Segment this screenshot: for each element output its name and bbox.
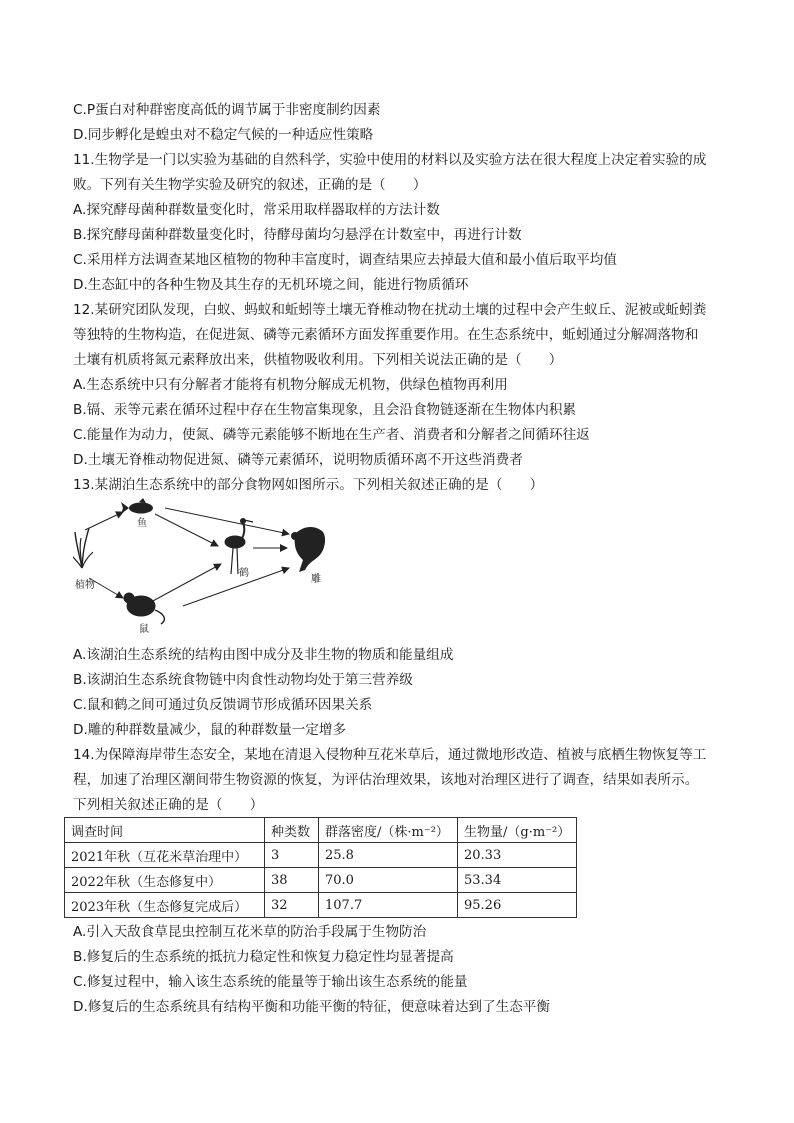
table-cell: 95.26 xyxy=(458,893,577,918)
table-row xyxy=(65,868,577,893)
table-cell: 2023年秋（生态修复完成后） xyxy=(65,893,265,918)
q14-option-a: A.引入天敌食草昆虫控制互花米草的防治手段属于生物防治 xyxy=(73,924,427,940)
q14-option-b: B.修复后的生态系统的抵抗力稳定性和恢复力稳定性均显著提高 xyxy=(73,949,454,965)
q13-option-b: B.该湖泊生态系统食物链中肉食性动物均处于第三营养级 xyxy=(73,672,413,688)
table-cell: 32 xyxy=(265,893,319,918)
q13-option-d: D.雕的种群数量减少，鼠的种群数量一定增多 xyxy=(73,722,347,738)
table-cell: 70.0 xyxy=(319,868,458,893)
table-header-row xyxy=(65,818,577,843)
food-web-diagram xyxy=(73,498,329,638)
crane-icon xyxy=(225,519,253,575)
q10-option-c: C.P蛋白对种群密度高低的调节属于非密度制约因素 xyxy=(73,102,381,118)
arrow-rat-to-eagle xyxy=(183,568,289,606)
q11-option-a: A.探究酵母菌种群数量变化时，常采用取样器取样的方法计数 xyxy=(73,202,440,218)
q14-option-c: C.修复过程中，输入该生态系统的能量等于输出该生态系统的能量 xyxy=(73,974,468,990)
table-header: 群落密度/（株·m⁻²） xyxy=(319,818,458,843)
q12-option-c: C.能量作为动力，使氮、磷等元素能够不断地在生产者、消费者和分解者之间循环往返 xyxy=(73,427,590,443)
fish-label: 鱼 xyxy=(137,518,147,529)
table-cell: 25.8 xyxy=(319,843,458,868)
table-header: 种类数 xyxy=(265,818,319,843)
q11-option-d: D.生态缸中的各种生物及其生存的无机环境之间，能进行物质循环 xyxy=(73,277,469,293)
q12-option-a: A.生态系统中只有分解者才能将有机物分解成无机物，供绿色植物再利用 xyxy=(73,377,508,393)
q14-stem: 下列相关叙述正确的是（ ） xyxy=(73,797,264,813)
plant-label: 植物 xyxy=(75,580,95,591)
table-header: 调查时间 xyxy=(65,818,265,843)
q13-stem: 13.某湖泊生态系统中的部分食物网如图所示。下列相关叙述正确的是（ ） xyxy=(73,477,544,493)
arrow-fish-to-eagle xyxy=(165,508,289,534)
fish-icon xyxy=(121,498,153,514)
arrow-fish-to-crane xyxy=(155,514,218,546)
q10-option-d: D.同步孵化是蝗虫对不稳定气候的一种适应性策略 xyxy=(73,127,374,143)
table-cell: 107.7 xyxy=(319,893,458,918)
table-header: 生物量/（g·m⁻²） xyxy=(458,818,577,843)
table-cell: 3 xyxy=(265,843,319,868)
arrow-plant-to-fish xyxy=(85,512,123,530)
table-row xyxy=(65,893,577,918)
survey-table xyxy=(64,817,577,918)
q11-stem: 败。下列有关生物学实验及研究的叙述，正确的是（ ） xyxy=(73,177,427,193)
plant-icon xyxy=(73,528,93,568)
food-web-arrows xyxy=(85,508,289,606)
table-cell: 38 xyxy=(265,868,319,893)
table-cell: 2022年秋（生态修复中） xyxy=(65,868,265,893)
q13-option-a: A.该湖泊生态系统的结构由图中成分及非生物的物质和能量组成 xyxy=(73,647,454,663)
q14-stem: 14.为保障海岸带生态安全，某地在清退入侵物种互花米草后，通过微地形改造、植被与底栖生物恢复等工 xyxy=(73,747,707,763)
q12-stem: 12.某研究团队发现，白蚁、蚂蚁和蚯蚓等土壤无脊椎动物在扰动土壤的过程中会产生蚁丘、泥被或蚯蚓粪 xyxy=(73,302,707,318)
q11-option-c: C.采用样方法调查某地区植物的物种丰富度时，调查结果应去掉最大值和最小值后取平均值 xyxy=(73,252,617,268)
q12-stem: 土壤有机质将氮元素释放出来，供植物吸收利用。下列相关说法正确的是（ ） xyxy=(73,352,563,368)
crane-label: 鹤 xyxy=(239,568,249,579)
eagle-icon xyxy=(291,527,325,572)
eagle-label: 雕 xyxy=(311,574,321,585)
q12-option-b: B.镉、汞等元素在循环过程中存在生物富集现象，且会沿食物链逐渐在生物体内积累 xyxy=(73,402,577,418)
table-cell: 20.33 xyxy=(458,843,577,868)
q12-stem: 等独特的生物构造，在促进氮、磷等元素循环方面发挥重要作用。在生态系统中，蚯蚓通过分解凋落物和 xyxy=(73,327,699,343)
table-cell: 53.34 xyxy=(458,868,577,893)
q14-stem: 程，加速了治理区潮间带生物资源的恢复，为评估治理效果，该地对治理区进行了调查，结果如表所示。 xyxy=(73,772,699,788)
table-cell: 2021年秋（互花米草治理中） xyxy=(65,843,265,868)
q11-stem: 11.生物学是一门以实验为基础的自然科学，实验中使用的材料以及实验方法在很大程度上决定着实验的成 xyxy=(73,152,707,168)
q14-option-d: D.修复后的生态系统具有结构平衡和功能平衡的特征，便意味着达到了生态平衡 xyxy=(73,999,550,1015)
q11-option-b: B.探究酵母菌种群数量变化时，待酵母菌均匀悬浮在计数室中，再进行计数 xyxy=(73,227,522,243)
q12-option-d: D.土壤无脊椎动物促进氮、磷等元素循环，说明物质循环离不开这些消费者 xyxy=(73,452,523,468)
rat-label: 鼠 xyxy=(139,624,149,635)
q13-option-c: C.鼠和鹤之间可通过负反馈调节形成循环因果关系 xyxy=(73,697,373,713)
table-row xyxy=(65,843,577,868)
